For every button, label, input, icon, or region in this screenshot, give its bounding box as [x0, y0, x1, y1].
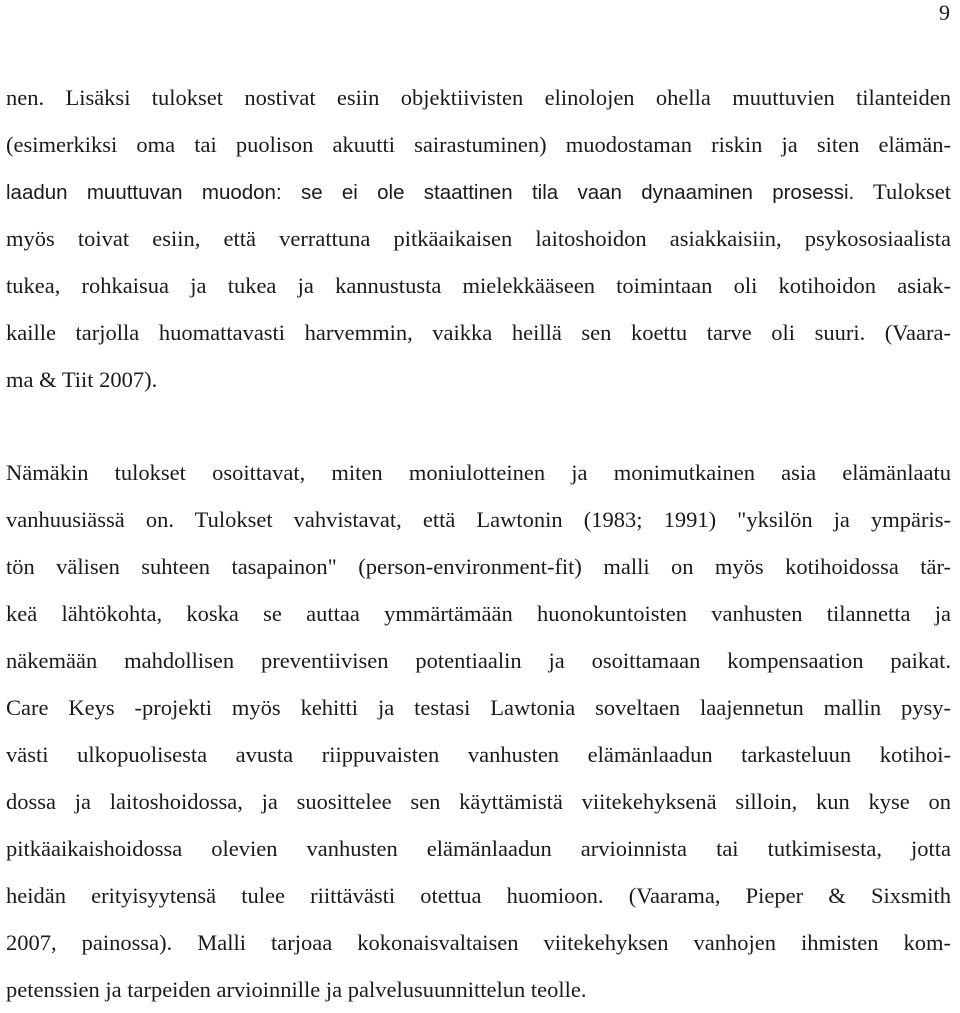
text-line-segment: (esimerkiksi oma tai puolison akuutti sairastuminen) muodostaman riskin ja siten elämän- — [6, 132, 951, 157]
text-line — [6, 168, 951, 215]
text-line-segment: Care Keys -projekti myös kehitti ja testasi Lawtonia soveltaen laajennetun mallin pysy- — [6, 695, 951, 720]
text-line — [6, 825, 951, 872]
text-line — [6, 543, 951, 590]
text-line-segment: petenssien ja tarpeiden arvioinnille ja palvelusuunnittelun teolle. — [6, 977, 587, 1002]
text-line — [6, 121, 951, 168]
text-line-segment: keä lähtökohta, koska se auttaa ymmärtämään huonokuntoisten vanhusten tilannetta ja — [6, 601, 951, 626]
text-line — [6, 966, 951, 1013]
paragraph-2 — [6, 449, 951, 1013]
text-line — [6, 262, 951, 309]
text-line — [6, 356, 951, 403]
text-line — [6, 637, 951, 684]
text-line — [6, 449, 951, 496]
text-line-segment: 2007, painossa). Malli tarjoaa kokonaisvaltaisen viitekehyksen vanhojen ihmisten kom- — [6, 930, 951, 955]
text-line — [6, 731, 951, 778]
text-line-segment: tön välisen suhteen tasapainon" (person-environment-fit) malli on myös kotihoidossa tär- — [6, 554, 951, 579]
text-line-segment: ma & Tiit 2007). — [6, 367, 158, 392]
page-number: 9 — [939, 0, 950, 25]
text-line-segment: heidän erityisyytensä tulee riittävästi otettua huomioon. (Vaarama, Pieper & Sixsmith — [6, 883, 951, 908]
text-line — [6, 684, 951, 731]
text-line — [6, 919, 951, 966]
paragraph-1 — [6, 74, 951, 403]
text-line — [6, 496, 951, 543]
text-line-segment: Tulokset — [854, 179, 951, 204]
text-line — [6, 778, 951, 825]
text-line-segment: kaille tarjolla huomattavasti harvemmin, vaikka heillä sen koettu tarve oli suuri. (Vaara- — [6, 320, 951, 345]
text-line-segment: Nämäkin tulokset osoittavat, miten moniulotteinen ja monimutkainen asia elämänlaatu — [6, 460, 951, 485]
text-line-segment: myös toivat esiin, että verrattuna pitkäaikaisen laitoshoidon asiakkaisiin, psykososiaalista — [6, 226, 951, 251]
text-line-segment: näkemään mahdollisen preventiivisen potentiaalin ja osoittamaan kompensaation paikat. — [6, 648, 951, 673]
text-line-segment: västi ulkopuolisesta avusta riippuvaisten vanhusten elämänlaadun tarkasteluun kotihoi- — [6, 742, 951, 767]
text-line-segment: pitkäaikaishoidossa olevien vanhusten elämänlaadun arvioinnista tai tutkimisesta, jotta — [6, 836, 951, 861]
text-line-sans-segment: laadun muuttuvan muodon: se ei ole staattinen tila vaan dynaaminen prosessi. — [6, 181, 855, 204]
text-line — [6, 215, 951, 262]
text-line — [6, 309, 951, 356]
text-line-segment: vanhuusiässä on. Tulokset vahvistavat, että Lawtonin (1983; 1991) "yksilön ja ympäris- — [6, 507, 951, 532]
text-line-segment: nen. Lisäksi tulokset nostivat esiin objektiivisten elinolojen ohella muuttuvien tilanteiden — [6, 85, 951, 110]
text-line-segment: tukea, rohkaisua ja tukea ja kannustusta mielekkääseen toimintaan oli kotihoidon asiak- — [6, 273, 951, 298]
text-line — [6, 74, 951, 121]
text-line — [6, 590, 951, 637]
text-line — [6, 872, 951, 919]
text-line-segment: dossa ja laitoshoidossa, ja suosittelee sen käyttämistä viitekehyksenä silloin, kun kyse on — [6, 789, 951, 814]
